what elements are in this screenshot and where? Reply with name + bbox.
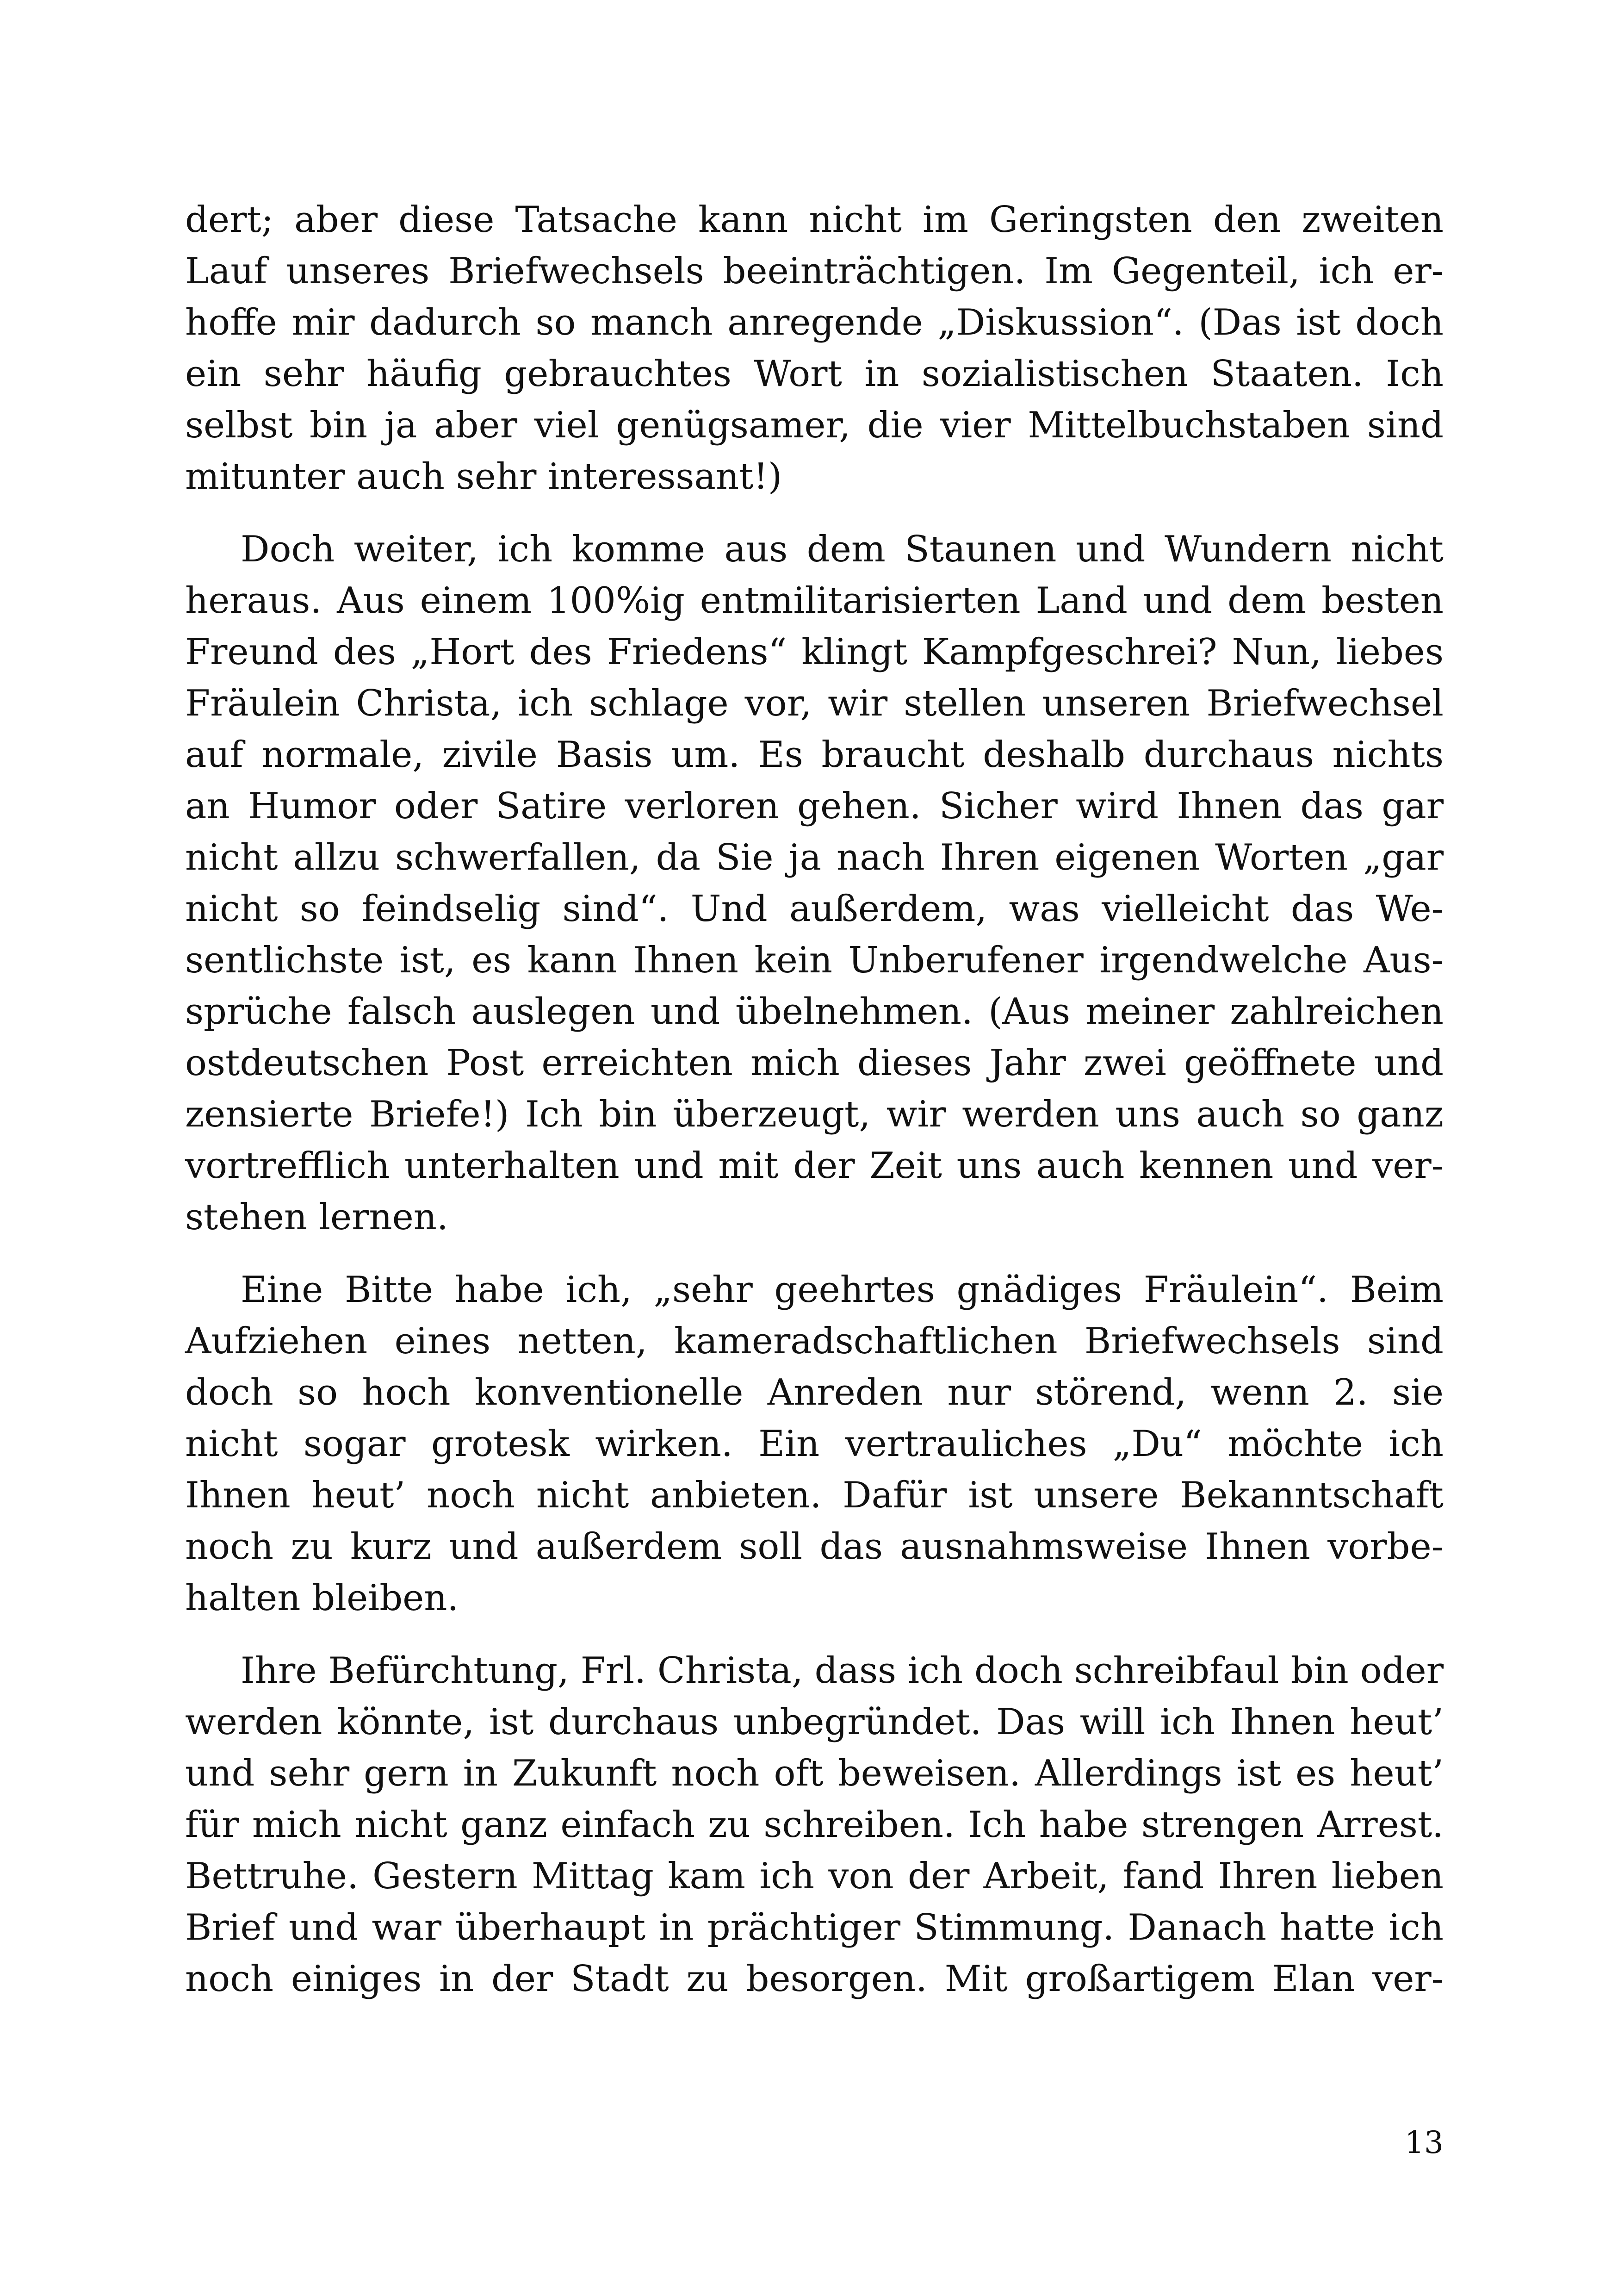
text-line: Aufziehen eines netten, kameradschaftlichen Briefwechsels sind: [185, 1320, 1444, 1362]
text-line: für mich nicht ganz einfach zu schreiben. Ich habe strengen Arrest.: [185, 1804, 1444, 1846]
text-line: doch so hoch konventionelle Anreden nur störend, wenn 2. sie: [185, 1372, 1444, 1413]
text-line: Bettruhe. Gestern Mittag kam ich von der Arbeit, fand Ihren lieben: [185, 1855, 1444, 1897]
text-line: zensierte Briefe!) Ich bin überzeugt, wir werden uns auch so ganz: [185, 1094, 1444, 1135]
text-line: ostdeutschen Post erreichten mich dieses Jahr zwei geöffnete und: [185, 1042, 1444, 1084]
text-line: werden könnte, ist durchaus unbegründet. Das will ich Ihnen heut’: [185, 1701, 1444, 1743]
paragraph: [185, 524, 1444, 1243]
paragraph: [185, 1645, 1444, 2005]
text-line: Eine Bitte habe ich, „sehr geehrtes gnädiges Fräulein“. Beim: [241, 1269, 1444, 1311]
paragraph: [185, 194, 1444, 503]
text-line: stehen lernen.: [185, 1196, 448, 1238]
page-number: 13: [1405, 2125, 1444, 2160]
text-line: Brief und war überhaupt in prächtiger Stimmung. Danach hatte ich: [185, 1907, 1444, 1948]
text-line: an Humor oder Satire verloren gehen. Sicher wird Ihnen das gar: [185, 785, 1444, 827]
text-line: noch zu kurz und außerdem soll das ausnahmsweise Ihnen vorbe-: [185, 1526, 1444, 1568]
text-line: nicht so feindselig sind“. Und außerdem, was vielleicht das We-: [185, 888, 1444, 930]
text-line: Freund des „Hort des Friedens“ klingt Kampfgeschrei? Nun, liebes: [185, 631, 1444, 673]
text-line: nicht allzu schwerfallen, da Sie ja nach Ihren eigenen Worten „gar: [185, 837, 1444, 878]
text-line: dert; aber diese Tatsache kann nicht im Geringsten den zweiten: [185, 199, 1444, 241]
body-text: [185, 194, 1444, 2026]
text-line: selbst bin ja aber viel genügsamer, die vier Mittelbuchstaben sind: [185, 404, 1444, 446]
text-line: sprüche falsch auslegen und übelnehmen. (Aus meiner zahlreichen: [185, 991, 1444, 1033]
text-line: heraus. Aus einem 100%ig entmilitarisierten Land und dem besten: [185, 580, 1444, 622]
text-line: auf normale, zivile Basis um. Es braucht deshalb durchaus nichts: [185, 734, 1444, 776]
text-line: Ihnen heut’ noch nicht anbieten. Dafür ist unsere Bekanntschaft: [185, 1475, 1444, 1516]
paragraph: [185, 1264, 1444, 1624]
text-line: ein sehr häufig gebrauchtes Wort in sozialistischen Staaten. Ich: [185, 353, 1444, 395]
text-line: nicht sogar grotesk wirken. Ein vertrauliches „Du“ möchte ich: [185, 1423, 1444, 1465]
text-line: Doch weiter, ich komme aus dem Staunen und Wundern nicht: [241, 529, 1444, 570]
text-line: sentlichste ist, es kann Ihnen kein Unberufener irgendwelche Aus-: [185, 940, 1444, 981]
text-line: vortrefflich unterhalten und mit der Zeit uns auch kennen und ver-: [185, 1145, 1444, 1187]
text-line: Lauf unseres Briefwechsels beeinträchtigen. Im Gegenteil, ich er-: [185, 250, 1444, 292]
text-line: noch einiges in der Stadt zu besorgen. Mit großartigem Elan ver-: [185, 1958, 1444, 2000]
text-line: und sehr gern in Zukunft noch oft beweisen. Allerdings ist es heut’: [185, 1753, 1444, 1794]
text-line: hoffe mir dadurch so manch anregende „Diskussion“. (Das ist doch: [185, 302, 1444, 343]
text-line: Ihre Befürchtung, Frl. Christa, dass ich doch schreibfaul bin oder: [241, 1650, 1444, 1692]
text-line: halten bleiben.: [185, 1577, 459, 1619]
text-line: Fräulein Christa, ich schlage vor, wir stellen unseren Briefwechsel: [185, 683, 1444, 724]
text-line: mitunter auch sehr interessant!): [185, 456, 782, 498]
